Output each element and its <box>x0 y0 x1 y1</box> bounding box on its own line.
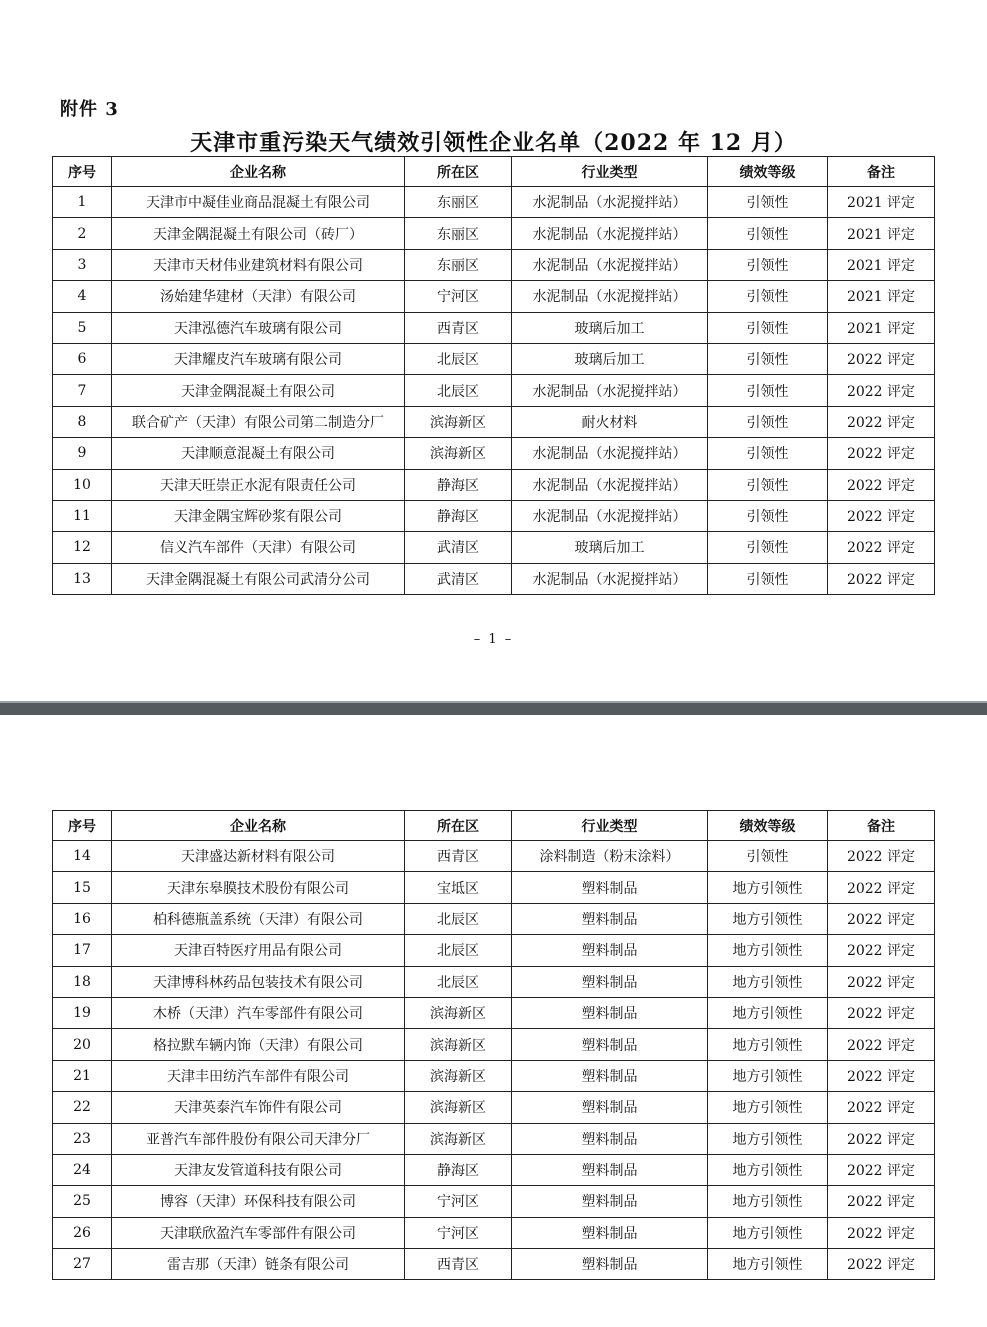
page-separator <box>0 703 987 715</box>
cell-industry: 水泥制品（水泥搅拌站） <box>512 563 708 594</box>
cell-index: 18 <box>53 966 112 997</box>
col-header-remark: 备注 <box>828 157 935 187</box>
cell-index: 16 <box>53 903 112 934</box>
cell-index: 21 <box>53 1060 112 1091</box>
table-body <box>53 841 935 1280</box>
cell-remark: 2022 评定 <box>828 1154 935 1185</box>
page-title: 天津市重污染天气绩效引领性企业名单（2022 年 12 月） <box>190 130 797 156</box>
cell-company-name: 天津丰田纺汽车部件有限公司 <box>112 1060 405 1091</box>
document-page-2 <box>0 715 987 1327</box>
cell-industry: 塑料制品 <box>512 1029 708 1060</box>
cell-remark: 2022 评定 <box>828 935 935 966</box>
cell-index: 5 <box>53 312 112 343</box>
cell-district: 宝坻区 <box>405 872 512 903</box>
table-row <box>53 903 935 934</box>
cell-remark: 2022 评定 <box>828 1029 935 1060</box>
cell-remark: 2021 评定 <box>828 312 935 343</box>
cell-grade: 引领性 <box>708 218 828 249</box>
cell-index: 14 <box>53 841 112 872</box>
cell-grade: 引领性 <box>708 343 828 374</box>
cell-district: 东丽区 <box>405 249 512 280</box>
cell-industry: 塑料制品 <box>512 1186 708 1217</box>
cell-industry: 玻璃后加工 <box>512 343 708 374</box>
cell-index: 24 <box>53 1154 112 1185</box>
cell-district: 东丽区 <box>405 187 512 218</box>
cell-industry: 塑料制品 <box>512 872 708 903</box>
table-row <box>53 1029 935 1060</box>
col-header-industry: 行业类型 <box>512 811 708 841</box>
cell-industry: 水泥制品（水泥搅拌站） <box>512 375 708 406</box>
cell-grade: 引领性 <box>708 469 828 500</box>
cell-grade: 引领性 <box>708 406 828 437</box>
cell-company-name: 汤始建华建材（天津）有限公司 <box>112 281 405 312</box>
cell-grade: 引领性 <box>708 532 828 563</box>
table-row <box>53 1186 935 1217</box>
cell-remark: 2022 评定 <box>828 1186 935 1217</box>
cell-grade: 引领性 <box>708 249 828 280</box>
cell-industry: 水泥制品（水泥搅拌站） <box>512 500 708 531</box>
col-header-company: 企业名称 <box>112 157 405 187</box>
cell-industry: 水泥制品（水泥搅拌站） <box>512 469 708 500</box>
cell-district: 西青区 <box>405 1249 512 1280</box>
cell-company-name: 天津博科林药品包装技术有限公司 <box>112 966 405 997</box>
cell-index: 9 <box>53 438 112 469</box>
cell-district: 东丽区 <box>405 218 512 249</box>
cell-company-name: 天津市中凝佳业商品混凝土有限公司 <box>112 187 405 218</box>
cell-grade: 地方引领性 <box>708 966 828 997</box>
cell-grade: 引领性 <box>708 312 828 343</box>
cell-district: 滨海新区 <box>405 1060 512 1091</box>
cell-company-name: 雷吉那（天津）链条有限公司 <box>112 1249 405 1280</box>
table-row <box>53 281 935 312</box>
cell-remark: 2022 评定 <box>828 438 935 469</box>
table-row <box>53 841 935 872</box>
cell-remark: 2022 评定 <box>828 563 935 594</box>
cell-company-name: 天津金隅宝辉砂浆有限公司 <box>112 500 405 531</box>
cell-district: 武清区 <box>405 563 512 594</box>
cell-industry: 塑料制品 <box>512 1060 708 1091</box>
table-row <box>53 187 935 218</box>
cell-company-name: 柏科德瓶盖系统（天津）有限公司 <box>112 903 405 934</box>
cell-grade: 引领性 <box>708 281 828 312</box>
cell-company-name: 博容（天津）环保科技有限公司 <box>112 1186 405 1217</box>
cell-grade: 地方引领性 <box>708 903 828 934</box>
cell-grade: 地方引领性 <box>708 1249 828 1280</box>
col-header-remark: 备注 <box>828 811 935 841</box>
cell-index: 7 <box>53 375 112 406</box>
cell-remark: 2022 评定 <box>828 343 935 374</box>
cell-grade: 地方引领性 <box>708 1123 828 1154</box>
cell-industry: 水泥制品（水泥搅拌站） <box>512 281 708 312</box>
cell-grade: 地方引领性 <box>708 1060 828 1091</box>
table-row <box>53 997 935 1028</box>
cell-remark: 2022 评定 <box>828 872 935 903</box>
cell-industry: 水泥制品（水泥搅拌站） <box>512 187 708 218</box>
cell-remark: 2022 评定 <box>828 841 935 872</box>
cell-remark: 2022 评定 <box>828 1060 935 1091</box>
col-header-grade: 绩效等级 <box>708 157 828 187</box>
cell-index: 25 <box>53 1186 112 1217</box>
cell-industry: 塑料制品 <box>512 966 708 997</box>
cell-district: 滨海新区 <box>405 1029 512 1060</box>
col-header-industry: 行业类型 <box>512 157 708 187</box>
cell-district: 静海区 <box>405 469 512 500</box>
cell-remark: 2022 评定 <box>828 500 935 531</box>
table-row <box>53 1154 935 1185</box>
cell-district: 宁河区 <box>405 281 512 312</box>
table-row <box>53 500 935 531</box>
cell-company-name: 天津金隅混凝土有限公司（砖厂） <box>112 218 405 249</box>
col-header-district: 所在区 <box>405 157 512 187</box>
cell-industry: 水泥制品（水泥搅拌站） <box>512 438 708 469</box>
cell-remark: 2022 评定 <box>828 903 935 934</box>
table-row <box>53 312 935 343</box>
table-row <box>53 872 935 903</box>
cell-industry: 耐火材料 <box>512 406 708 437</box>
cell-industry: 水泥制品（水泥搅拌站） <box>512 218 708 249</box>
cell-grade: 地方引领性 <box>708 1154 828 1185</box>
cell-remark: 2022 评定 <box>828 997 935 1028</box>
cell-index: 22 <box>53 1092 112 1123</box>
table-row <box>53 1123 935 1154</box>
cell-company-name: 天津百特医疗用品有限公司 <box>112 935 405 966</box>
cell-company-name: 天津顺意混凝土有限公司 <box>112 438 405 469</box>
cell-district: 宁河区 <box>405 1186 512 1217</box>
cell-district: 滨海新区 <box>405 438 512 469</box>
cell-index: 13 <box>53 563 112 594</box>
table-row <box>53 218 935 249</box>
table-row <box>53 249 935 280</box>
col-header-index: 序号 <box>53 811 112 841</box>
cell-district: 滨海新区 <box>405 1123 512 1154</box>
page-number: – 1 – <box>473 632 514 647</box>
table-row <box>53 1060 935 1091</box>
cell-district: 武清区 <box>405 532 512 563</box>
cell-grade: 引领性 <box>708 375 828 406</box>
cell-grade: 地方引领性 <box>708 935 828 966</box>
cell-company-name: 亚普汽车部件股份有限公司天津分厂 <box>112 1123 405 1154</box>
cell-industry: 塑料制品 <box>512 1123 708 1154</box>
cell-index: 6 <box>53 343 112 374</box>
cell-index: 1 <box>53 187 112 218</box>
table-row <box>53 532 935 563</box>
cell-district: 静海区 <box>405 500 512 531</box>
cell-district: 北辰区 <box>405 935 512 966</box>
cell-district: 滨海新区 <box>405 997 512 1028</box>
cell-company-name: 天津金隅混凝土有限公司 <box>112 375 405 406</box>
cell-grade: 地方引领性 <box>708 872 828 903</box>
cell-industry: 玻璃后加工 <box>512 532 708 563</box>
cell-remark: 2021 评定 <box>828 249 935 280</box>
cell-index: 12 <box>53 532 112 563</box>
cell-index: 3 <box>53 249 112 280</box>
cell-remark: 2022 评定 <box>828 1217 935 1248</box>
cell-district: 北辰区 <box>405 903 512 934</box>
cell-company-name: 天津联欣盈汽车零部件有限公司 <box>112 1217 405 1248</box>
cell-grade: 地方引领性 <box>708 1029 828 1060</box>
cell-index: 19 <box>53 997 112 1028</box>
table-header-row <box>53 811 935 841</box>
cell-company-name: 天津英泰汽车饰件有限公司 <box>112 1092 405 1123</box>
cell-remark: 2022 评定 <box>828 1092 935 1123</box>
cell-district: 滨海新区 <box>405 406 512 437</box>
table-row <box>53 375 935 406</box>
cell-grade: 地方引领性 <box>708 1092 828 1123</box>
cell-company-name: 天津盛达新材料有限公司 <box>112 841 405 872</box>
cell-company-name: 天津金隅混凝土有限公司武清分公司 <box>112 563 405 594</box>
cell-industry: 塑料制品 <box>512 997 708 1028</box>
cell-grade: 地方引领性 <box>708 1217 828 1248</box>
cell-company-name: 天津友发管道科技有限公司 <box>112 1154 405 1185</box>
cell-company-name: 天津泓德汽车玻璃有限公司 <box>112 312 405 343</box>
cell-index: 11 <box>53 500 112 531</box>
col-header-district: 所在区 <box>405 811 512 841</box>
cell-remark: 2021 评定 <box>828 218 935 249</box>
table-row <box>53 343 935 374</box>
table-row <box>53 1092 935 1123</box>
cell-industry: 塑料制品 <box>512 935 708 966</box>
cell-grade: 地方引领性 <box>708 997 828 1028</box>
cell-district: 滨海新区 <box>405 1092 512 1123</box>
attachment-label: 附件 3 <box>60 99 119 120</box>
cell-industry: 塑料制品 <box>512 1154 708 1185</box>
cell-remark: 2022 评定 <box>828 375 935 406</box>
table-row <box>53 438 935 469</box>
cell-remark: 2022 评定 <box>828 966 935 997</box>
cell-remark: 2022 评定 <box>828 469 935 500</box>
cell-company-name: 格拉默车辆内饰（天津）有限公司 <box>112 1029 405 1060</box>
cell-index: 10 <box>53 469 112 500</box>
cell-grade: 引领性 <box>708 187 828 218</box>
cell-district: 静海区 <box>405 1154 512 1185</box>
cell-index: 4 <box>53 281 112 312</box>
enterprise-table-page-2 <box>52 810 935 1280</box>
cell-grade: 引领性 <box>708 500 828 531</box>
cell-remark: 2022 评定 <box>828 532 935 563</box>
table-row <box>53 935 935 966</box>
cell-index: 2 <box>53 218 112 249</box>
cell-index: 27 <box>53 1249 112 1280</box>
cell-remark: 2021 评定 <box>828 281 935 312</box>
cell-industry: 塑料制品 <box>512 903 708 934</box>
cell-grade: 引领性 <box>708 563 828 594</box>
cell-industry: 塑料制品 <box>512 1092 708 1123</box>
table-body <box>53 187 935 595</box>
cell-district: 西青区 <box>405 841 512 872</box>
table-row <box>53 469 935 500</box>
cell-grade: 地方引领性 <box>708 1186 828 1217</box>
cell-grade: 引领性 <box>708 841 828 872</box>
cell-company-name: 天津市天材伟业建筑材料有限公司 <box>112 249 405 280</box>
cell-index: 20 <box>53 1029 112 1060</box>
cell-index: 26 <box>53 1217 112 1248</box>
table-row <box>53 406 935 437</box>
enterprise-table-page-1 <box>52 156 935 595</box>
table-row <box>53 563 935 594</box>
cell-district: 北辰区 <box>405 375 512 406</box>
cell-remark: 2022 评定 <box>828 1249 935 1280</box>
col-header-company: 企业名称 <box>112 811 405 841</box>
cell-company-name: 天津耀皮汽车玻璃有限公司 <box>112 343 405 374</box>
cell-industry: 水泥制品（水泥搅拌站） <box>512 249 708 280</box>
cell-district: 北辰区 <box>405 343 512 374</box>
cell-company-name: 信义汽车部件（天津）有限公司 <box>112 532 405 563</box>
table-header-row <box>53 157 935 187</box>
cell-district: 西青区 <box>405 312 512 343</box>
cell-remark: 2022 评定 <box>828 1123 935 1154</box>
cell-index: 8 <box>53 406 112 437</box>
cell-remark: 2022 评定 <box>828 406 935 437</box>
cell-grade: 引领性 <box>708 438 828 469</box>
col-header-index: 序号 <box>53 157 112 187</box>
cell-industry: 玻璃后加工 <box>512 312 708 343</box>
cell-district: 北辰区 <box>405 966 512 997</box>
cell-company-name: 木桥（天津）汽车零部件有限公司 <box>112 997 405 1028</box>
cell-district: 宁河区 <box>405 1217 512 1248</box>
cell-index: 23 <box>53 1123 112 1154</box>
cell-index: 17 <box>53 935 112 966</box>
cell-company-name: 联合矿产（天津）有限公司第二制造分厂 <box>112 406 405 437</box>
cell-index: 15 <box>53 872 112 903</box>
cell-company-name: 天津东皋膜技术股份有限公司 <box>112 872 405 903</box>
table-row <box>53 1249 935 1280</box>
col-header-grade: 绩效等级 <box>708 811 828 841</box>
cell-industry: 涂料制造（粉末涂料） <box>512 841 708 872</box>
cell-industry: 塑料制品 <box>512 1249 708 1280</box>
cell-remark: 2021 评定 <box>828 187 935 218</box>
table-row <box>53 1217 935 1248</box>
table-row <box>53 966 935 997</box>
cell-industry: 塑料制品 <box>512 1217 708 1248</box>
cell-company-name: 天津天旺崇正水泥有限责任公司 <box>112 469 405 500</box>
